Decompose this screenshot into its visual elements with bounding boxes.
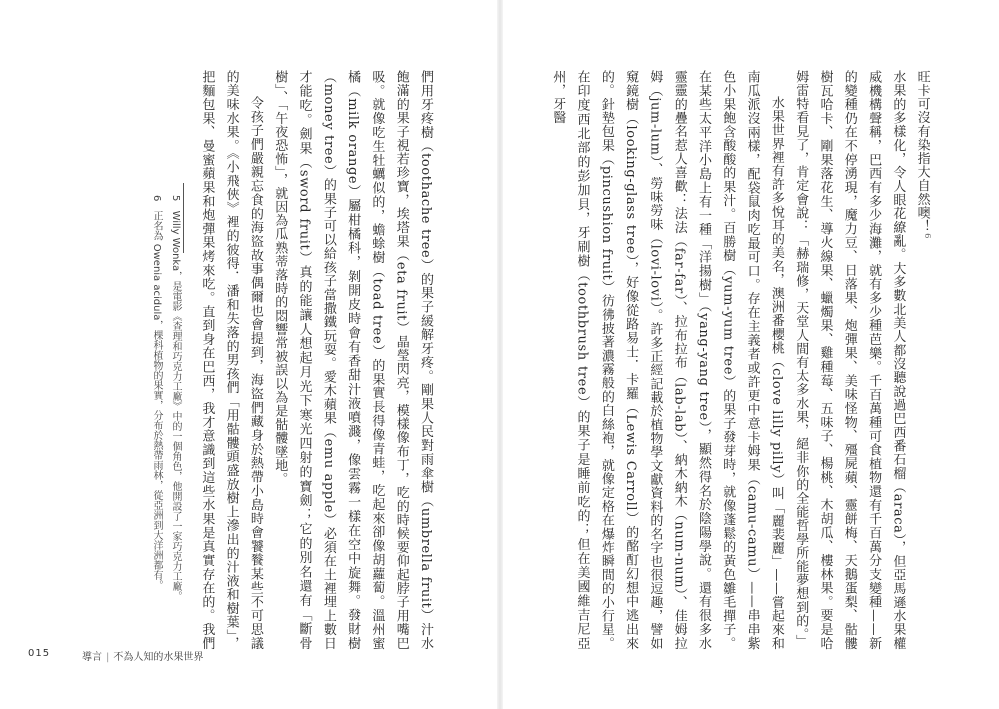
left-paragraph-2: 令孩子們嚴親忘食的海盜故事偶爾也會提到，海盜們藏身於熱帶小島時會饕餮某些不可思議的美味水果。《小飛俠》裡的彼得．潘和失落的男孩們「用骷髏頭盛放樹上滲出的汁液和樹葉」，把麵包果、曼蜜蘋果和炮彈果烤來吃。直到身在巴西，我才意識到這些水果是真實存在的。我們 <box>199 70 263 650</box>
right-paragraph-3: 水果世界裡有許多悅耳的美名，澳洲番櫻桃（clove lilly pilly）叫「麗裴麗」——嘗起來和南瓜派沒兩樣，配袋鼠肉吃最可口。存在主義者或許更中意卡姆果（camu-camu）——串串紫色小果飽含酸酸的果汁。百勝樹（yum-yum tree）的果子發芽時，就像蓬鬆的黃色雛毛撣子。在某些太平洋小島上有一種「洋揚樹」（yang-yang tree），顯然得名於陰陽學說。還有很多水靈靈的疊名惹人喜歡：法法（far-far）、拉布拉布（lab-lab）、納木納木（num-num）、佳姆拉姆（jum-lum）、勞味勞味（lovi-lovi）。許多正經記載於植物學文獻資料的名字也很逗趣，譬如窺鏡樹（looking-glass tree），好像從路易士．卡羅（Lewis Carroll）的酩酊幻想中逃出來的。針墊包果（pincushion fruit）彷彿披著濃霧般的白絲袍，就像定格在爆炸瞬間的小行星。在印度西北部的彭加貝，牙刷樹（toothbrush tree）的果子是睡前吃的；但在美國維吉尼亞州，牙醫 <box>550 70 784 650</box>
section-title: 導言 <box>82 652 102 663</box>
footnotes <box>75 195 185 615</box>
right-paragraph-1 <box>909 70 939 650</box>
footnote-text: Willy Wonka，是電影《查理和巧克力工廠》中的一個角色，他開設了一家巧克力工廠。 <box>170 210 181 602</box>
separator: | <box>106 652 110 663</box>
right-body-text <box>539 70 939 650</box>
left-body-text <box>199 70 437 650</box>
footnote-5 <box>166 195 185 615</box>
paragraph-text: 旺卡可沒有染指大自然噢！ <box>914 70 930 234</box>
page-number-left: 015 <box>28 648 51 659</box>
footnote-text: 正名為 Owenia acidula，棵科植物的果實，分布於熱帶雨林，從亞洲到大洋洲都有。 <box>151 210 162 591</box>
footnote-number: 5 <box>170 195 181 202</box>
footnote-ref: 6 <box>923 233 932 239</box>
right-page <box>503 0 999 709</box>
left-page <box>0 0 497 709</box>
footnote-6 <box>147 195 166 615</box>
right-paragraph-2: 水果的多樣化，令人眼花繚亂。大多數北美人都沒聽說過巴西番石榴（araca），但亞馬遜水果權威機構聲稱，巴西有多少海灘，就有多少種芭樂。千百萬種可食植物還有千百萬分支變種——新的變種仍在不停湧現，魔力豆、日落果、炮彈果、美味怪物、殭屍蘋、靈餅梅、天鵝蛋梨、骷髏樹瓦哈卡、剛果落花生、導火線果、蠟燭果、雞種莓、五味子、楊桃、木胡瓜、樓林果。要是哈姆雷特看見了，肯定會說：「赫瑞修，天堂人間有太多水果，絕非你的全能哲學所能夢想到的。」 <box>793 70 906 650</box>
footnote-number: 6 <box>151 195 162 202</box>
left-paragraph-1: 們用牙疼樹（toothache tree）的果子緩解牙疼。剛果人民對雨傘樹（umbrella fruit）汁水飽滿的果子視若珍寶，埃塔果（eta fruit）晶瑩閃亮，模樣像布丁，吃的時候要仰起脖子用嘴巴吸。就像吃生牡蠣似的，蟾蜍樹（toad tree）的果實長得像青蛙，吃起來卻像胡蘿蔔。溫州蜜橘（milk orange）屬柑橘科，剝開皮時會有香甜汁液噴濺，像雲霧一樣在空中旋舞。發財樹（money tree）的果子可以給孩子當撒鐵玩耍。愛木蘋果（emu apple）必須在土裡埋上數日才能吃。劍果（sword fruit）真的能讓人想起月光下寒光四射的寶劍；它的別名還有「斷骨樹」、「午夜恐怖」，就因為瓜熟蒂落時的悶響常被誤以為是骷髏墜地。 <box>272 70 433 650</box>
running-head-left <box>82 648 203 663</box>
section-subtitle: 不為人知的水果世界 <box>113 652 204 663</box>
